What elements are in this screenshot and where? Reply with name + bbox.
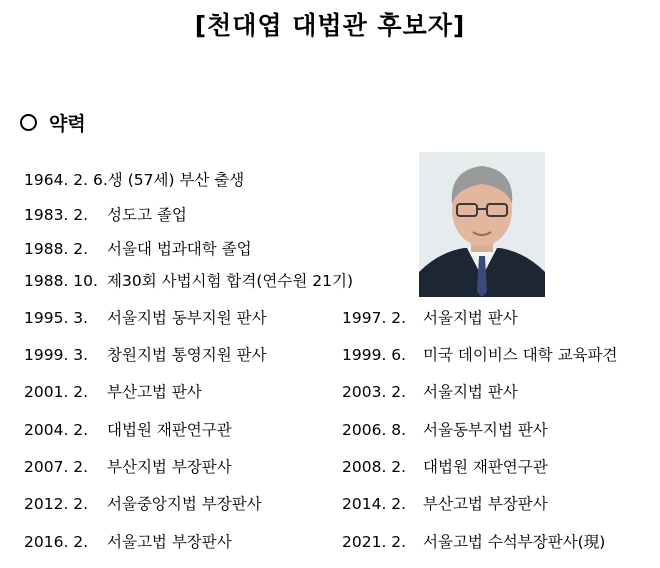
career-description: 부산고법 판사 <box>107 383 202 401</box>
section-heading <box>20 109 86 136</box>
career-row-left <box>24 382 202 402</box>
career-date: 2014. 2. <box>342 495 407 513</box>
candidate-photo <box>419 152 545 297</box>
career-description: 서울중앙지법 부장판사 <box>107 495 262 513</box>
career-row-left <box>24 532 232 552</box>
career-date: 1999. 3. <box>24 346 89 364</box>
career-date: 2007. 2. <box>24 458 89 476</box>
career-description: 서울동부지법 판사 <box>423 421 548 439</box>
career-date: 1983. 2. <box>24 206 89 224</box>
career-description: 제30회 사법시험 합격(연수원 21기) <box>107 272 353 290</box>
career-date: 1995. 3. <box>24 309 89 327</box>
career-date: 1999. 6. <box>342 346 407 364</box>
bio-birth-row <box>24 170 244 190</box>
career-date: 2001. 2. <box>24 383 89 401</box>
portrait-image <box>419 152 545 297</box>
career-date: 2012. 2. <box>24 495 89 513</box>
career-row-right <box>342 532 606 552</box>
career-description: 서울고법 수석부장판사(現) <box>423 533 606 551</box>
career-description: 서울지법 판사 <box>423 309 518 327</box>
career-date: 1988. 2. <box>24 240 89 258</box>
career-description: 부산지법 부장판사 <box>107 458 232 476</box>
career-date: 2006. 8. <box>342 421 407 439</box>
career-row-right <box>342 345 618 365</box>
career-description: 서울대 법과대학 졸업 <box>107 240 252 258</box>
section-heading-label: 약력 <box>49 113 86 135</box>
career-date: 2008. 2. <box>342 458 407 476</box>
career-row-left <box>24 308 267 328</box>
career-date: 1988. 10. <box>24 272 98 290</box>
career-description: 대법원 재판연구관 <box>107 421 232 439</box>
career-description: 미국 데이비스 대학 교육파견 <box>423 346 618 364</box>
career-row-left <box>24 494 262 514</box>
career-row-right <box>342 382 518 402</box>
career-date: 2004. 2. <box>24 421 89 439</box>
career-row-left <box>24 420 232 440</box>
career-date: 1964. 2. 6.생 (57세) 부산 출생 <box>24 171 245 189</box>
career-row-left <box>24 239 252 259</box>
career-row-right <box>342 308 518 328</box>
career-description: 성도고 졸업 <box>107 206 187 224</box>
career-date: 1997. 2. <box>342 309 407 327</box>
career-row-right <box>342 420 548 440</box>
career-row-left <box>24 345 267 365</box>
career-row-left <box>24 457 232 477</box>
circle-bullet-icon <box>20 114 37 131</box>
career-description: 부산고법 부장판사 <box>423 495 548 513</box>
career-row-right <box>342 457 548 477</box>
career-description: 서울지법 동부지원 판사 <box>107 309 267 327</box>
career-description: 창원지법 통영지원 판사 <box>107 346 267 364</box>
career-row-left <box>24 271 353 291</box>
career-description: 서울지법 판사 <box>423 383 518 401</box>
career-date: 2016. 2. <box>24 533 89 551</box>
career-row-left <box>24 205 187 225</box>
career-description: 대법원 재판연구관 <box>423 458 548 476</box>
career-description: 서울고법 부장판사 <box>107 533 232 551</box>
career-row-right <box>342 494 548 514</box>
career-date: 2021. 2. <box>342 533 407 551</box>
career-date: 2003. 2. <box>342 383 407 401</box>
page-title: [천대엽 대법관 후보자] <box>194 11 466 40</box>
